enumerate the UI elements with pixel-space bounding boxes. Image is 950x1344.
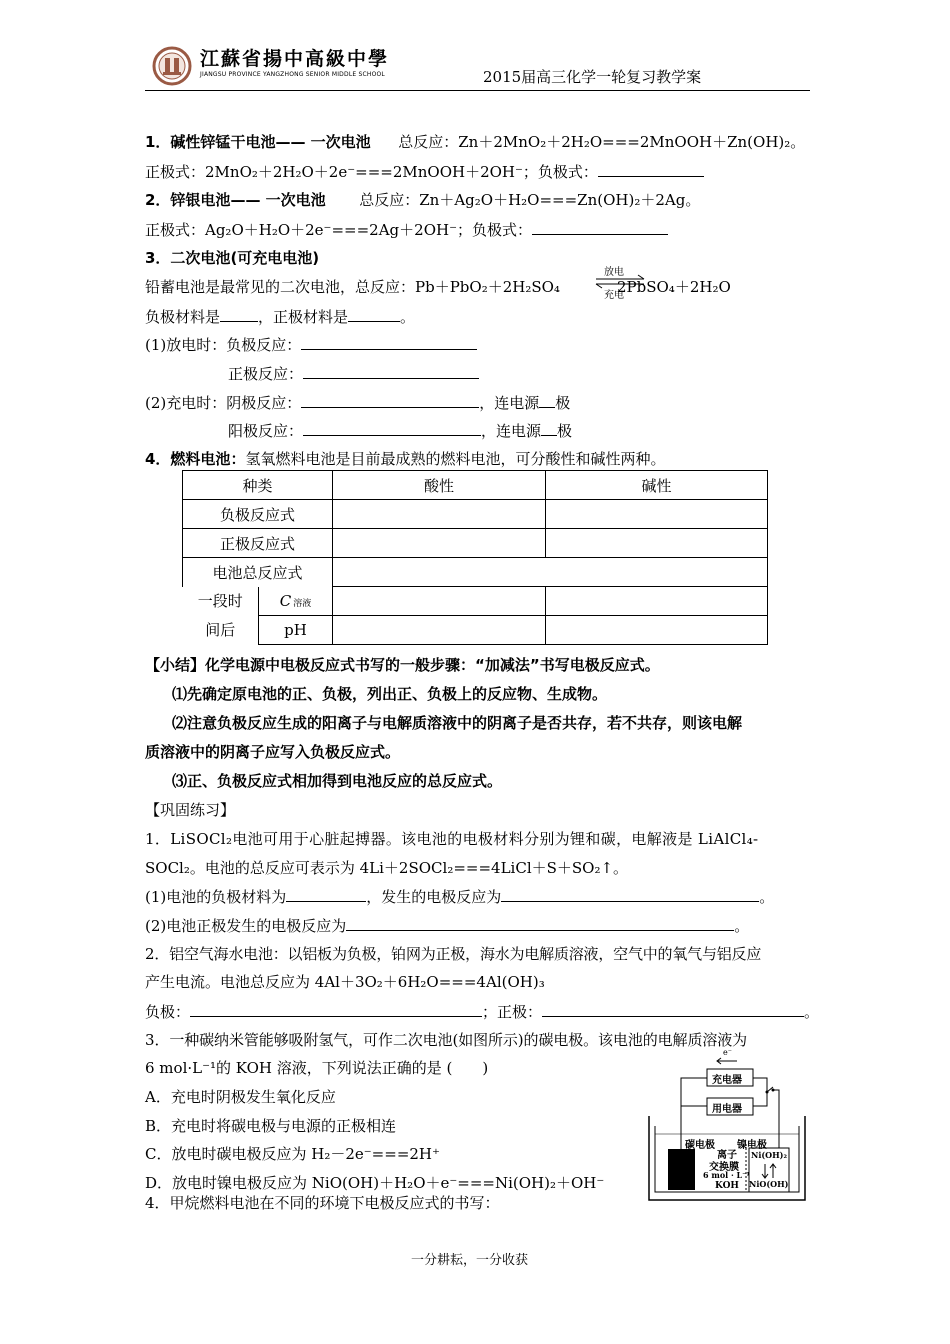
table-cell: pH	[259, 616, 333, 645]
table-cell-blank[interactable]	[333, 587, 546, 616]
q4-line: 4．甲烷燃料电池在不同的环境下电极反应式的书写：	[145, 1194, 500, 1212]
table-row	[183, 500, 768, 529]
conc-sub: 溶液	[293, 598, 312, 609]
table-cell: 电池总反应式	[183, 558, 333, 587]
table-row	[183, 471, 768, 500]
nioh2-label: Ni(OH)₂	[751, 1150, 787, 1160]
table-row	[183, 529, 768, 558]
table-cell-blank[interactable]	[546, 616, 768, 645]
s3-materials-end: 。	[400, 308, 416, 326]
discharge-neg-blank[interactable]	[301, 334, 477, 350]
q1-line1: 1．LiSOCl₂电池可用于心脏起搏器。该电池的电极材料分别为锂和碳，电解液是 LiAlCl₄-	[145, 830, 759, 848]
s2-negative-blank[interactable]	[532, 219, 668, 235]
summary-title: 【小结】化学电源中电极反应式书写的一般步骤：“加减法”书写电极反应式。	[145, 656, 660, 674]
school-logo	[152, 46, 192, 86]
table-cell-blank[interactable]	[546, 529, 768, 558]
charge-anode-pole: 极	[557, 422, 573, 440]
q1-2-end: 。	[734, 917, 750, 935]
charger-label: 充电器	[712, 1075, 742, 1086]
charge-cathode-label: (2)充电时：阴极反应：	[145, 394, 302, 412]
q2-line2: 产生电流。电池总反应为 4Al＋3O₂＋6H₂O===4Al(OH)₃	[145, 973, 545, 991]
conc-label: 6 mol · L⁻¹	[703, 1170, 750, 1180]
s2-positive: 正极式：Ag₂O＋H₂O＋2e⁻===2Ag＋2OH⁻；负极式：	[145, 221, 532, 239]
q3-line2: 6 mol·L⁻¹的 KOH 溶液，下列说法正确的是 ( )	[145, 1059, 489, 1077]
q3-option-b[interactable]: B．充电时将碳电极与电源的正极相连	[145, 1117, 397, 1135]
q2-end: 。	[804, 1003, 820, 1021]
q1-1-label-b: ，发生的电极反应为	[366, 888, 502, 906]
q2-neg-label: 负极：	[145, 1003, 191, 1021]
discharge-pos-blank[interactable]	[303, 363, 479, 379]
footer-motto: 一分耕耘，一分收获	[411, 1253, 529, 1268]
membrane-label-2: 交换膜	[709, 1162, 739, 1173]
doc-title: 2015届高三化学一轮复习教学案	[483, 68, 702, 86]
nickel-electrode-label: 镍电极	[737, 1140, 767, 1151]
q2-line1: 2．铝空气海水电池：以铝板为负极，铂网为正极，海水为电解质溶液，空气中的氧气与铝反应	[145, 945, 762, 963]
s2-total-label: 总反应：	[359, 191, 420, 209]
charge-anode-blank[interactable]	[303, 420, 481, 436]
q1-neg-reaction-blank[interactable]	[501, 886, 759, 902]
q1-pos-reaction-blank[interactable]	[346, 915, 734, 931]
table-cell	[259, 587, 333, 616]
table-cell	[183, 587, 259, 645]
koh-label: KOH	[715, 1181, 739, 1191]
table-row	[183, 587, 768, 616]
neg-material-blank[interactable]	[220, 306, 258, 322]
conc-symbol: C	[279, 591, 292, 610]
s1-total-eq: Zn＋2MnO₂＋2H₂O===2MnOOH＋Zn(OH)₂。	[458, 133, 806, 151]
charge-anode-pole-blank[interactable]	[541, 420, 557, 436]
s3-lead-reaction: 铅蓄电池是最常见的二次电池，总反应：Pb＋PbO₂＋2H₂SO₄	[145, 278, 560, 296]
table-header-type: 种类	[183, 471, 333, 500]
after-time-1: 一段时	[197, 591, 243, 610]
s4-title: 4．燃料电池：	[145, 450, 246, 468]
school-name-en: JIANGSU PROVINCE YANGZHONG SENIOR MIDDLE SCHOOL	[200, 71, 385, 78]
charge-cathode-pole-blank[interactable]	[539, 392, 555, 408]
charge-cathode-pole: 极	[555, 394, 571, 412]
q1-neg-material-blank[interactable]	[286, 886, 366, 902]
electron-label: e⁻	[723, 1048, 732, 1057]
summary-p3: ⑶正、负极反应式相加得到电池反应的总反应式。	[172, 772, 503, 790]
appliance-label: 用电器	[712, 1104, 742, 1115]
fuel-cell-table	[182, 470, 768, 645]
q3-option-a[interactable]: A．充电时阴极发生氧化反应	[145, 1088, 336, 1106]
summary-p2b: 质溶液中的阴离子应写入负极反应式。	[145, 743, 401, 761]
s3-materials-neg: 负极材料是	[145, 308, 221, 326]
table-row	[183, 558, 768, 587]
summary-p1: ⑴先确定原电池的正、负极，列出正、负极上的反应物、生成物。	[172, 685, 608, 703]
s2-total-eq: Zn＋Ag₂O＋H₂O===Zn(OH)₂＋2Ag。	[419, 191, 701, 209]
q2-neg-blank[interactable]	[190, 1001, 482, 1017]
charge-anode-connect: ，连电源	[481, 422, 542, 440]
q3-option-d[interactable]: D．放电时镍电极反应为 NiO(OH)＋H₂O＋e⁻===Ni(OH)₂＋OH⁻	[145, 1174, 605, 1192]
s1-title: 1．碱性锌锰干电池—— 一次电池	[145, 133, 371, 151]
table-cell-blank[interactable]	[333, 500, 546, 529]
s3-materials-pos: ，正极材料是	[258, 308, 349, 326]
arrow-label-discharge: 放电	[604, 267, 624, 278]
q3-line1: 3．一种碳纳米管能够吸附氢气，可作二次电池(如图所示)的碳电极。该电池的电解质溶液为	[145, 1031, 748, 1049]
q2-pos-blank[interactable]	[542, 1001, 804, 1017]
q1-1-label: (1)电池的负极材料为	[145, 888, 287, 906]
membrane-label-1: 离子	[717, 1150, 737, 1161]
discharge-neg-label: (1)放电时：负极反应：	[145, 336, 302, 354]
s2-title: 2．锌银电池—— 一次电池	[145, 191, 326, 209]
charge-cathode-connect: ，连电源	[479, 394, 540, 412]
header-rule	[145, 90, 810, 91]
summary-p2a: ⑵注意负极反应生成的阳离子与电解质溶液中的阴离子是否共存，若不共存，则该电解	[172, 714, 743, 732]
school-name: 江蘇省揚中高級中學	[200, 48, 390, 70]
s1-positive: 正极式：2MnO₂＋2H₂O＋2e⁻===2MnOOH＋2OH⁻；负极式：	[145, 163, 598, 181]
q2-pos-label: ；正极：	[482, 1003, 543, 1021]
table-header-acid: 酸性	[333, 471, 546, 500]
table-cell: 负极反应式	[183, 500, 333, 529]
pos-material-blank[interactable]	[348, 306, 400, 322]
table-cell: 正极反应式	[183, 529, 333, 558]
table-cell-blank[interactable]	[333, 616, 546, 645]
table-header-base: 碱性	[546, 471, 768, 500]
q1-1-end: 。	[759, 888, 775, 906]
q1-2-label: (2)电池正极发生的电极反应为	[145, 917, 347, 935]
niooh-label: NiO(OH)	[749, 1179, 789, 1189]
table-cell-blank[interactable]	[546, 500, 768, 529]
s3-products: 2PbSO₄＋2H₂O	[617, 278, 731, 296]
s4-title-rest: 氢氧燃料电池是目前最成熟的燃料电池，可分酸性和碱性两种。	[245, 450, 666, 468]
table-row	[183, 616, 768, 645]
after-time-2: 间后	[205, 620, 236, 639]
q1-line2: SOCl₂。电池的总反应可表示为 4Li＋2SOCl₂===4LiCl＋S＋SO₂↑。	[145, 859, 629, 877]
table-cell-blank[interactable]	[333, 558, 768, 587]
s1-total-label: 总反应：	[398, 133, 459, 151]
arrow-label-charge: 充电	[604, 290, 624, 301]
battery-diagram	[645, 1048, 810, 1202]
carbon-electrode-label: 碳电极	[685, 1140, 715, 1151]
q3-option-c[interactable]: C．放电时碳电极反应为 H₂－2e⁻===2H⁺	[145, 1145, 440, 1163]
s3-title: 3．二次电池(可充电电池)	[145, 249, 320, 267]
discharge-pos-label: 正极反应：	[228, 365, 304, 383]
charge-anode-label: 阳极反应：	[228, 422, 304, 440]
s1-negative-blank[interactable]	[598, 161, 704, 177]
table-cell-blank[interactable]	[333, 529, 546, 558]
charge-cathode-blank[interactable]	[301, 392, 479, 408]
practice-title: 【巩固练习】	[145, 801, 236, 819]
table-cell-blank[interactable]	[546, 587, 768, 616]
